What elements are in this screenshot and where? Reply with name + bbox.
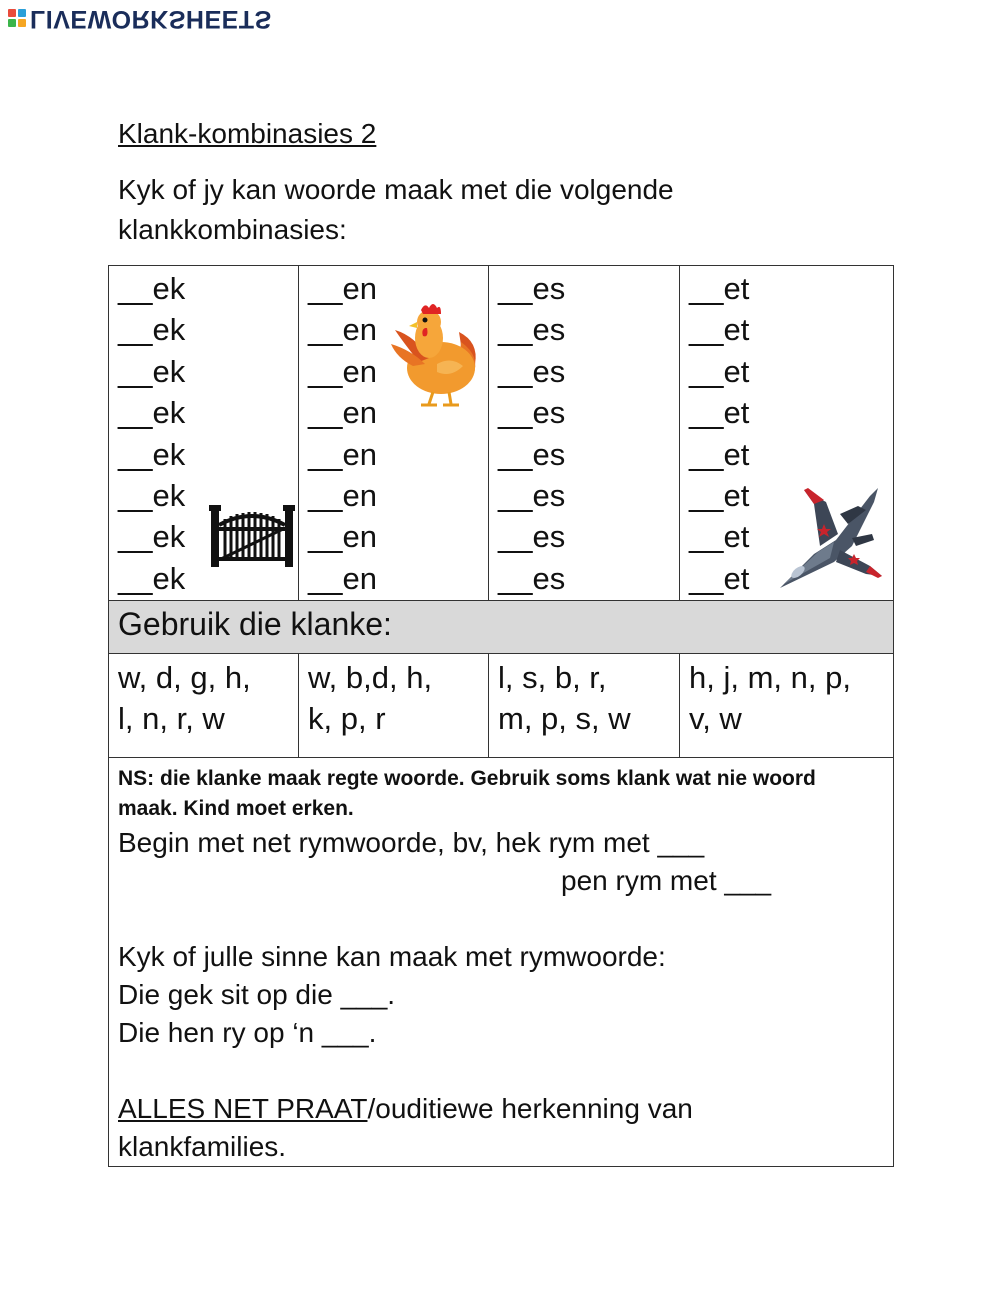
logo-tiles-icon — [8, 9, 26, 27]
blank-es[interactable]: __es — [498, 271, 566, 306]
blank-en[interactable]: __en — [308, 519, 377, 555]
blank-en[interactable]: __en — [308, 436, 377, 472]
combo-row — [109, 266, 894, 601]
letters-line: v, w — [689, 701, 742, 736]
header-row — [109, 601, 894, 654]
column-et — [680, 266, 894, 601]
letters-ek — [109, 654, 299, 758]
blank-ek[interactable]: __ek — [118, 436, 186, 472]
column-es — [489, 266, 680, 601]
blank-et[interactable]: __et — [689, 395, 750, 431]
blank-es[interactable]: __es — [498, 395, 566, 431]
letters-line: m, p, s, w — [498, 701, 631, 736]
letters-line: k, p, r — [308, 701, 386, 736]
brand-logo — [8, 4, 272, 32]
blank-es[interactable]: __es — [498, 312, 566, 348]
blank-es[interactable]: __es — [498, 478, 566, 514]
blank-en[interactable]: __en — [308, 353, 377, 389]
notes-cell — [109, 758, 894, 1167]
final-note — [118, 1090, 818, 1166]
letters-line: l, n, r, w — [118, 701, 225, 736]
brand-name: LIVEWORKSHEETS — [30, 4, 272, 33]
blank-es[interactable]: __es — [498, 436, 566, 472]
combo-list-es — [489, 266, 679, 599]
blank-en[interactable]: __en — [308, 560, 377, 596]
blank-ek[interactable]: __ek — [118, 478, 186, 514]
blank-et[interactable]: __et — [689, 353, 750, 389]
jet-icon — [774, 484, 886, 592]
sentence-1: Die gek sit op die ___. — [118, 979, 396, 1010]
letters-line: w, d, g, h, — [118, 660, 251, 695]
blank-ek[interactable]: __ek — [118, 395, 186, 431]
worksheet-table — [108, 265, 894, 1167]
blank-en[interactable]: __en — [308, 478, 377, 514]
letters-row — [109, 654, 894, 758]
rhyme-line-1: Begin met net rymwoorde, bv, hek rym met ___ — [118, 827, 705, 858]
letters-line: h, j, m, n, p, — [689, 660, 851, 695]
letters-line: l, s, b, r, — [498, 660, 607, 695]
worksheet-intro: Kyk of jy kan woorde maak met die volgende klankkombinasies: — [118, 174, 674, 245]
blank-es[interactable]: __es — [498, 353, 566, 389]
worksheet-title: Klank-kombinasies 2 — [118, 118, 377, 149]
blank-et[interactable]: __et — [689, 312, 750, 348]
blank-en[interactable]: __en — [308, 395, 377, 431]
letters-line: w, b,d, h, — [308, 660, 433, 695]
sentence-2: Die hen ry op ‘n ___. — [118, 1017, 377, 1048]
final-note-emphasis: ALLES NET PRAAT — [118, 1093, 368, 1124]
sentences-intro: Kyk of julle sinne kan maak met rymwoorde: — [118, 941, 666, 972]
blank-ek[interactable]: __ek — [118, 560, 186, 596]
use-sounds-header: Gebruik die klanke: — [109, 601, 894, 654]
blank-es[interactable]: __es — [498, 560, 566, 596]
blank-et[interactable]: __et — [689, 560, 750, 596]
blank-et[interactable]: __et — [689, 436, 750, 472]
blank-en[interactable]: __en — [308, 271, 377, 306]
teacher-note: NS: die klanke maak regte woorde. Gebruik soms klank wat nie woord maak. Kind moet erken. — [118, 767, 816, 820]
blank-ek[interactable]: __ek — [118, 271, 186, 306]
blank-es[interactable]: __es — [498, 519, 566, 555]
blank-ek[interactable]: __ek — [118, 353, 186, 389]
letters-en — [299, 654, 489, 758]
gate-icon — [209, 503, 295, 569]
final-note-rest: /ouditiewe herkenning van klankfamilies. — [118, 1093, 693, 1162]
spacer — [118, 900, 893, 938]
blank-ek[interactable]: __ek — [118, 519, 186, 555]
spacer — [118, 1052, 893, 1090]
column-ek — [109, 266, 299, 601]
rhyme-line-2: pen rym met ___ — [561, 865, 772, 896]
blank-et[interactable]: __et — [689, 271, 750, 306]
letters-es — [489, 654, 680, 758]
blank-en[interactable]: __en — [308, 312, 377, 348]
letters-et — [680, 654, 894, 758]
notes-row — [109, 758, 894, 1167]
blank-ek[interactable]: __ek — [118, 312, 186, 348]
column-en — [299, 266, 489, 601]
blank-et[interactable]: __et — [689, 478, 750, 514]
blank-et[interactable]: __et — [689, 519, 750, 555]
hen-icon — [389, 302, 481, 408]
